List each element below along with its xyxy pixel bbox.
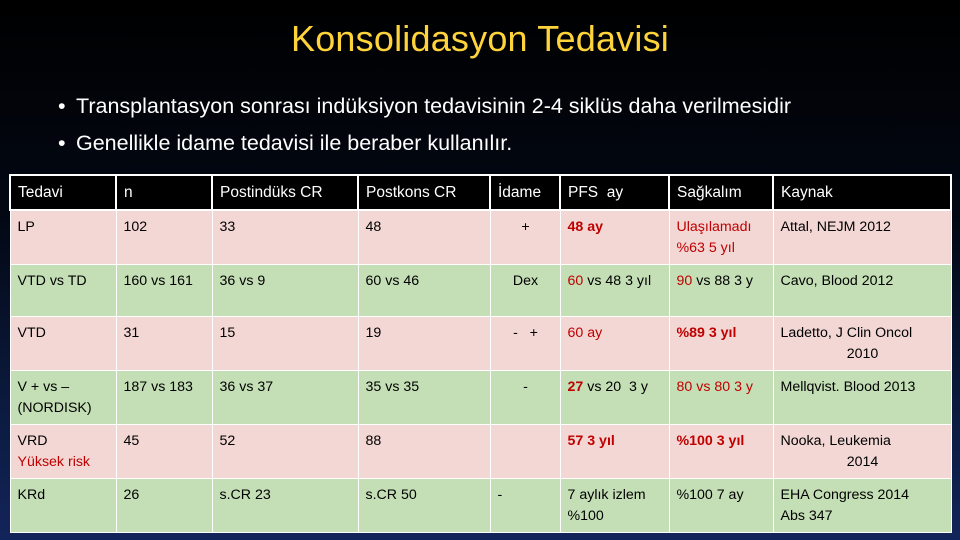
header-n: n: [116, 175, 212, 210]
cell-sagkalim: 80 vs 80 3 y: [669, 371, 773, 425]
header-sagkalim: Sağkalım: [669, 175, 773, 210]
bullet-text: Genellikle idame tedavisi ile beraber kullanılır.: [76, 131, 513, 155]
cell-tedavi: VTD: [10, 317, 116, 371]
treatment-table: [9, 174, 952, 533]
cell-tedavi: V + vs – (NORDISK): [10, 371, 116, 425]
cell-postinduks: 15: [212, 317, 358, 371]
cell-postinduks: 36 vs 37: [212, 371, 358, 425]
cell-postkons: 60 vs 46: [358, 265, 490, 317]
cell-tedavi: KRd: [10, 479, 116, 533]
cell-tedavi: LP: [10, 210, 116, 265]
header-pfs: PFS ay: [560, 175, 669, 210]
cell-tedavi: VTD vs TD: [10, 265, 116, 317]
cell-sagkalim: 90 vs 88 3 y: [669, 265, 773, 317]
cell-sagkalim: Ulaşılamadı %63 5 yıl: [669, 210, 773, 265]
cell-postinduks: 33: [212, 210, 358, 265]
cell-postkons: 19: [358, 317, 490, 371]
table-row: [10, 210, 951, 265]
cell-pfs: 48 ay: [560, 210, 669, 265]
cell-idame: [490, 425, 560, 479]
cell-postinduks: 52: [212, 425, 358, 479]
cell-idame: Dex: [490, 265, 560, 317]
cell-kaynak: EHA Congress 2014 Abs 347: [773, 479, 951, 533]
table-row: [10, 479, 951, 533]
table-row: [10, 425, 951, 479]
cell-kaynak: Mellqvist. Blood 2013: [773, 371, 951, 425]
cell-pfs: 60 ay: [560, 317, 669, 371]
table-header-row: [10, 175, 951, 210]
cell-sagkalim: %100 7 ay: [669, 479, 773, 533]
cell-kaynak: Cavo, Blood 2012: [773, 265, 951, 317]
bullet-item: [58, 125, 948, 162]
cell-sagkalim: %100 3 yıl: [669, 425, 773, 479]
cell-pfs: 57 3 yıl: [560, 425, 669, 479]
cell-tedavi: VRD Yüksek risk: [10, 425, 116, 479]
header-postinduks-cr: Postindüks CR: [212, 175, 358, 210]
cell-pfs: 60 vs 48 3 yıl: [560, 265, 669, 317]
cell-pfs: 27 vs 20 3 y: [560, 371, 669, 425]
header-idame: İdame: [490, 175, 560, 210]
table-row: [10, 317, 951, 371]
cell-idame: -: [490, 479, 560, 533]
slide-title: Konsolidasyon Tedavisi: [291, 18, 669, 59]
cell-idame: - +: [490, 317, 560, 371]
cell-n: 160 vs 161: [116, 265, 212, 317]
cell-postkons: 35 vs 35: [358, 371, 490, 425]
cell-n: 187 vs 183: [116, 371, 212, 425]
cell-kaynak: Nooka, Leukemia 2014: [773, 425, 951, 479]
cell-idame: +: [490, 210, 560, 265]
bullet-text: Transplantasyon sonrası indüksiyon tedavisinin 2-4 siklüs daha verilmesidir: [76, 94, 792, 118]
bullet-item: [58, 88, 948, 125]
header-kaynak: Kaynak: [773, 175, 951, 210]
cell-postkons: 88: [358, 425, 490, 479]
cell-kaynak: Ladetto, J Clin Oncol 2010: [773, 317, 951, 371]
bullet-dot-icon: •: [58, 94, 66, 118]
cell-postinduks: s.CR 23: [212, 479, 358, 533]
header-tedavi: Tedavi: [10, 175, 116, 210]
cell-idame: -: [490, 371, 560, 425]
bullet-list: [58, 88, 948, 162]
cell-sagkalim: %89 3 yıl: [669, 317, 773, 371]
bullet-dot-icon: •: [58, 131, 66, 155]
header-postkons-cr: Postkons CR: [358, 175, 490, 210]
cell-postkons: 48: [358, 210, 490, 265]
cell-n: 26: [116, 479, 212, 533]
cell-kaynak: Attal, NEJM 2012: [773, 210, 951, 265]
cell-n: 102: [116, 210, 212, 265]
cell-postkons: s.CR 50: [358, 479, 490, 533]
cell-pfs: 7 aylık izlem %100: [560, 479, 669, 533]
cell-postinduks: 36 vs 9: [212, 265, 358, 317]
cell-n: 31: [116, 317, 212, 371]
cell-n: 45: [116, 425, 212, 479]
table-row: [10, 371, 951, 425]
table-row: [10, 265, 951, 317]
